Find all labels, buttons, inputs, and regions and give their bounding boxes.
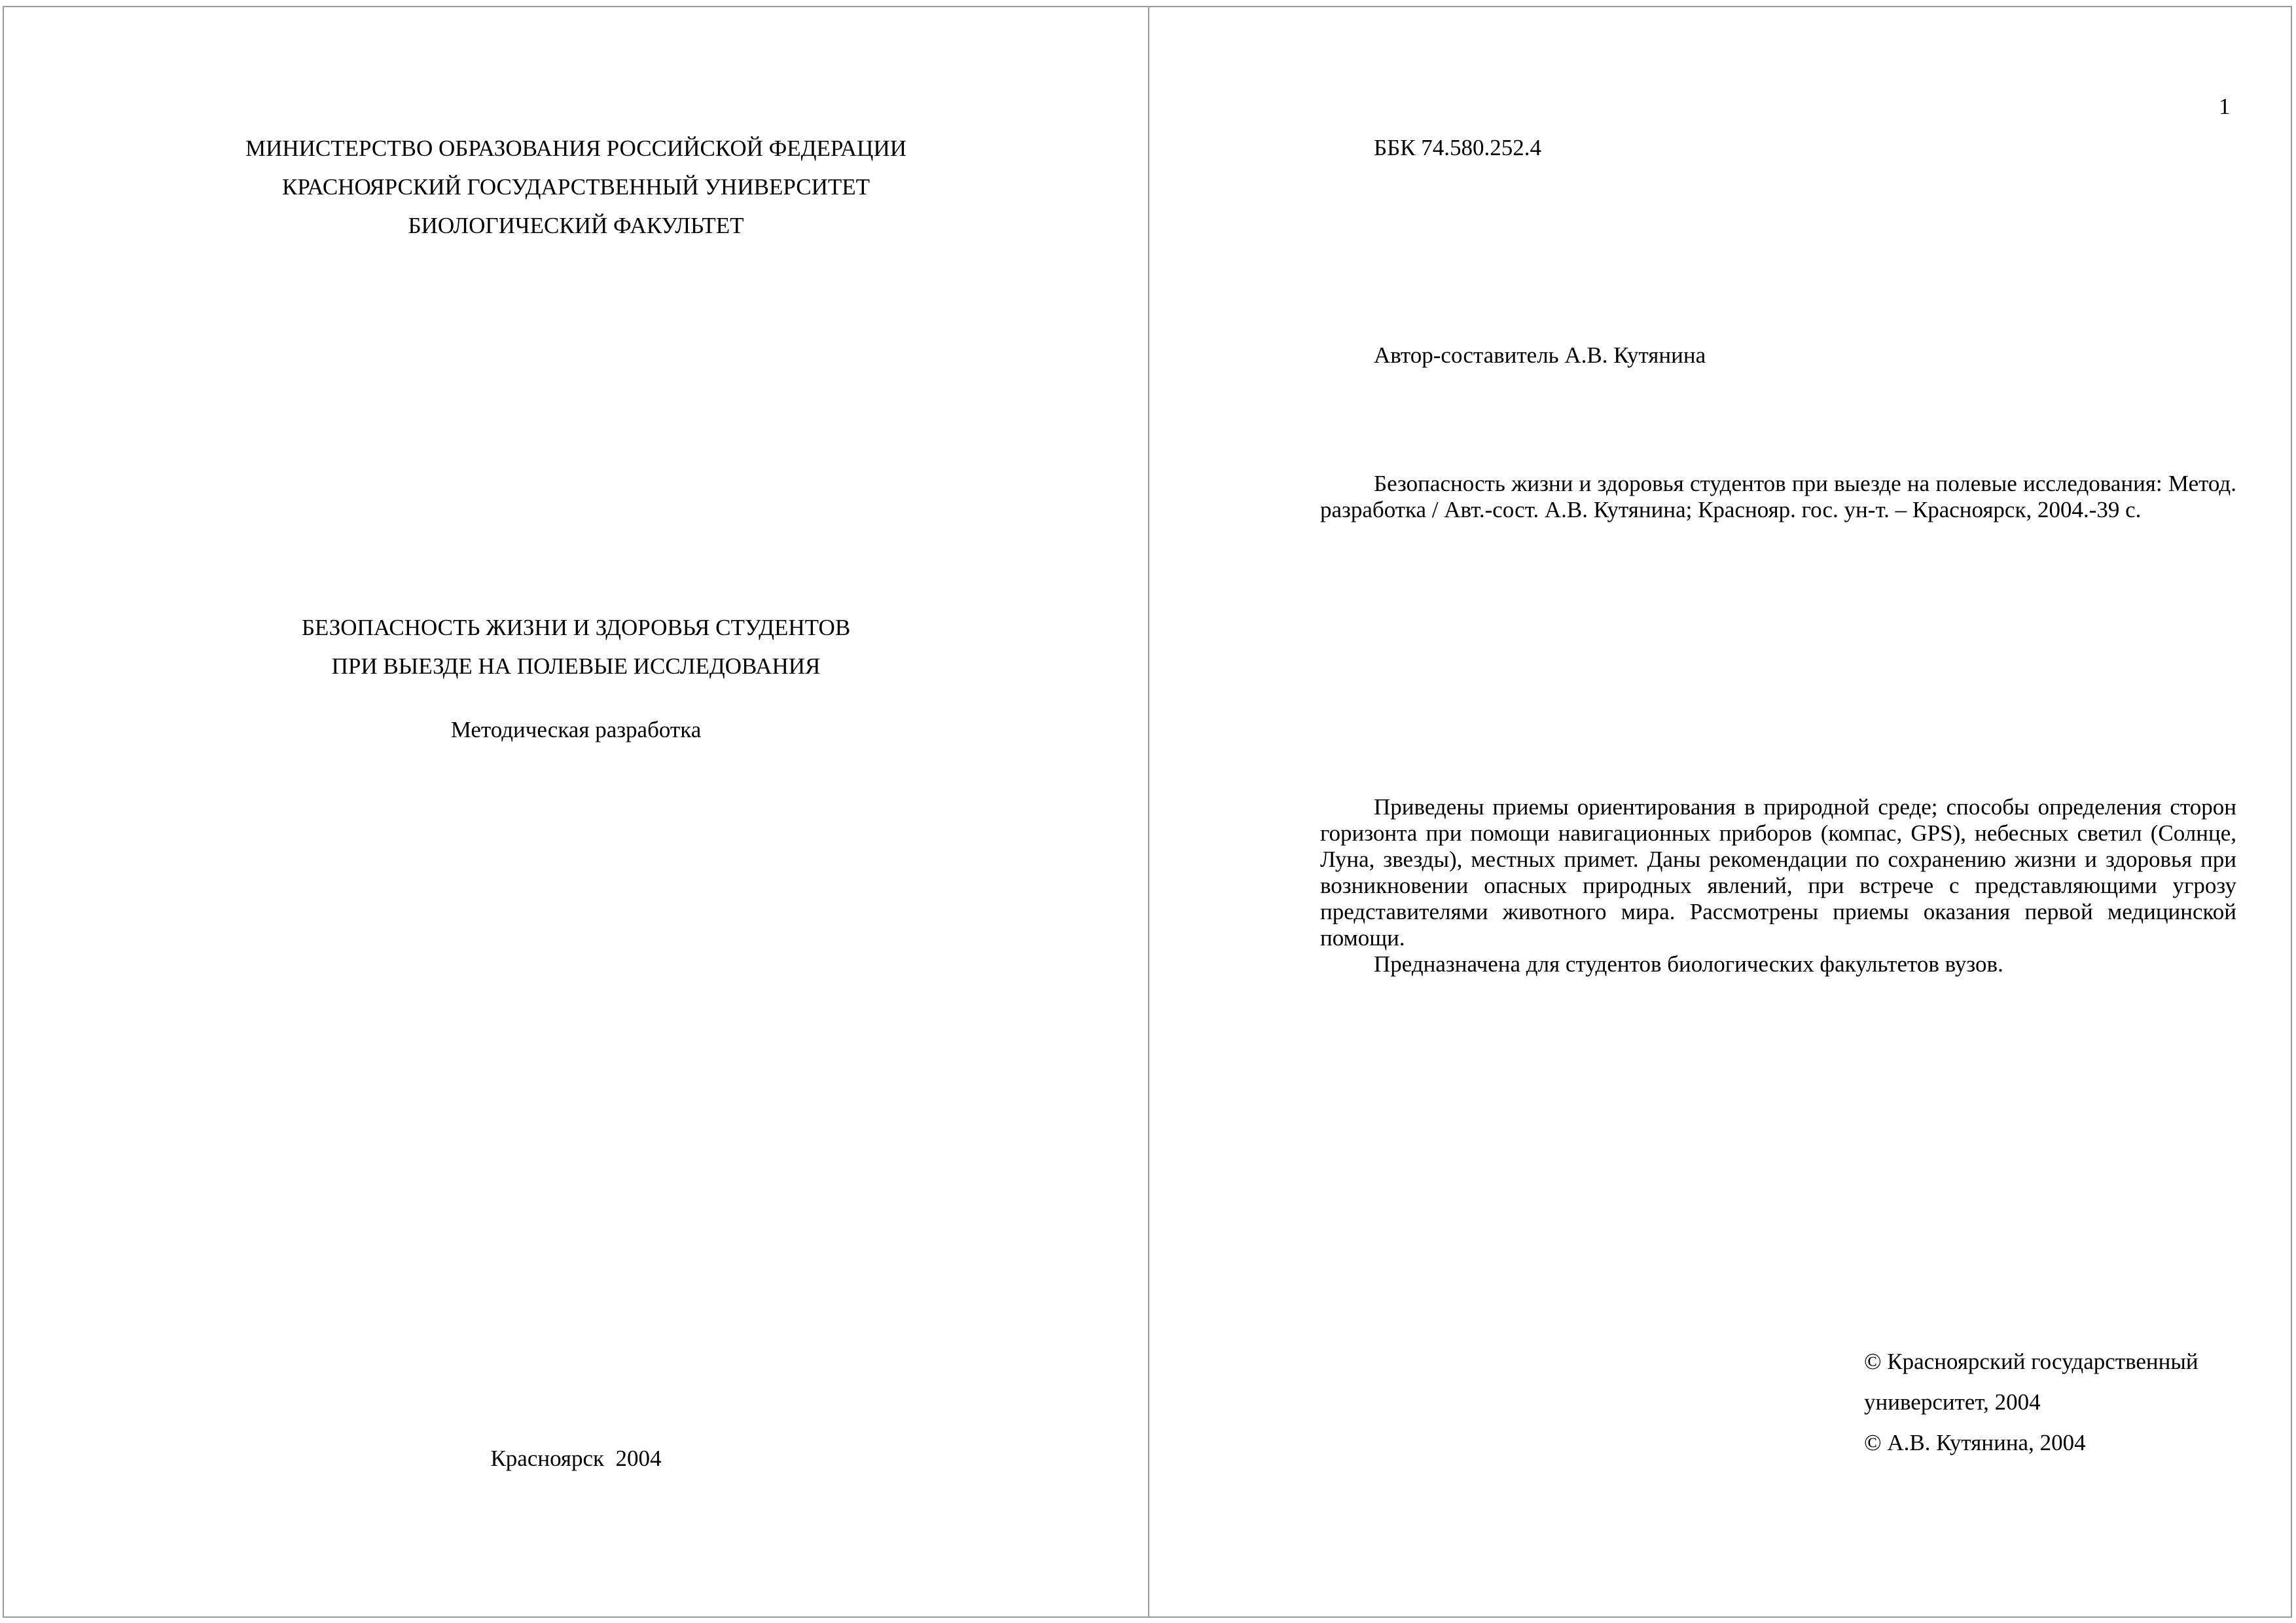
- bibliographic-record: [1320, 471, 2236, 523]
- city-year: Красноярск 2004: [490, 1446, 662, 1471]
- faculty-line: БИОЛОГИЧЕСКИЙ ФАКУЛЬТЕТ: [408, 213, 744, 238]
- imprint-page: [1148, 6, 2292, 1618]
- title-page: [3, 6, 1149, 1618]
- annotation-paragraph: [1320, 794, 2236, 951]
- institution-header: [4, 129, 1148, 245]
- annotation-line: Луна, звезды), местных примет. Даны рекомендации по сохранению жизни и здоровья при: [1320, 847, 2236, 872]
- page-number: 1: [2219, 94, 2231, 119]
- ministry-line: МИНИСТЕРСТВО ОБРАЗОВАНИЯ РОССИЙСКОЙ ФЕДЕРАЦИИ: [245, 136, 906, 161]
- copyright-line: © А.В. Кутянина, 2004: [1864, 1430, 2086, 1455]
- copyright-block: [1864, 1341, 2198, 1463]
- document-subtitle: Методическая разработка: [450, 717, 702, 742]
- university-line: КРАСНОЯРСКИЙ ГОСУДАРСТВЕННЫЙ УНИВЕРСИТЕТ: [282, 174, 870, 200]
- biblio-line: Безопасность жизни и здоровья студентов при выезде на полевые исследования: Метод.: [1374, 471, 2236, 496]
- biblio-line: разработка / Авт.-сост. А.В. Кутянина; Краснояр. гос. ун-т. – Красноярск, 2004.-39 с.: [1320, 497, 2142, 522]
- annotation-line: помощи.: [1320, 925, 1405, 951]
- document-title: [4, 608, 1148, 685]
- copyright-line: университет, 2004: [1864, 1389, 2041, 1415]
- annotation-line: возникновении опасных природных явлений, при встрече с представляющими угрозу: [1320, 873, 2236, 898]
- annotation-line: Приведены приемы ориентирования в природной среде; способы определения сторон: [1374, 794, 2236, 820]
- bbk-code: ББК 74.580.252.4: [1374, 135, 1542, 160]
- copyright-line: © Красноярский государственный: [1864, 1349, 2198, 1374]
- annotation-line: представителями животного мира. Рассмотрены приемы оказания первой медицинской: [1320, 899, 2236, 924]
- author-line: Автор-составитель А.В. Кутянина: [1374, 342, 1706, 368]
- annotation-line: горизонта при помощи навигационных приборов (компас, GPS), небесных светил (Солнце,: [1320, 820, 2236, 846]
- audience-statement: Предназначена для студентов биологических факультетов вузов.: [1374, 951, 2003, 977]
- title-line-2: ПРИ ВЫЕЗДЕ НА ПОЛЕВЫЕ ИССЛЕДОВАНИЯ: [331, 653, 821, 679]
- title-line-1: БЕЗОПАСНОСТЬ ЖИЗНИ И ЗДОРОВЬЯ СТУДЕНТОВ: [301, 615, 851, 640]
